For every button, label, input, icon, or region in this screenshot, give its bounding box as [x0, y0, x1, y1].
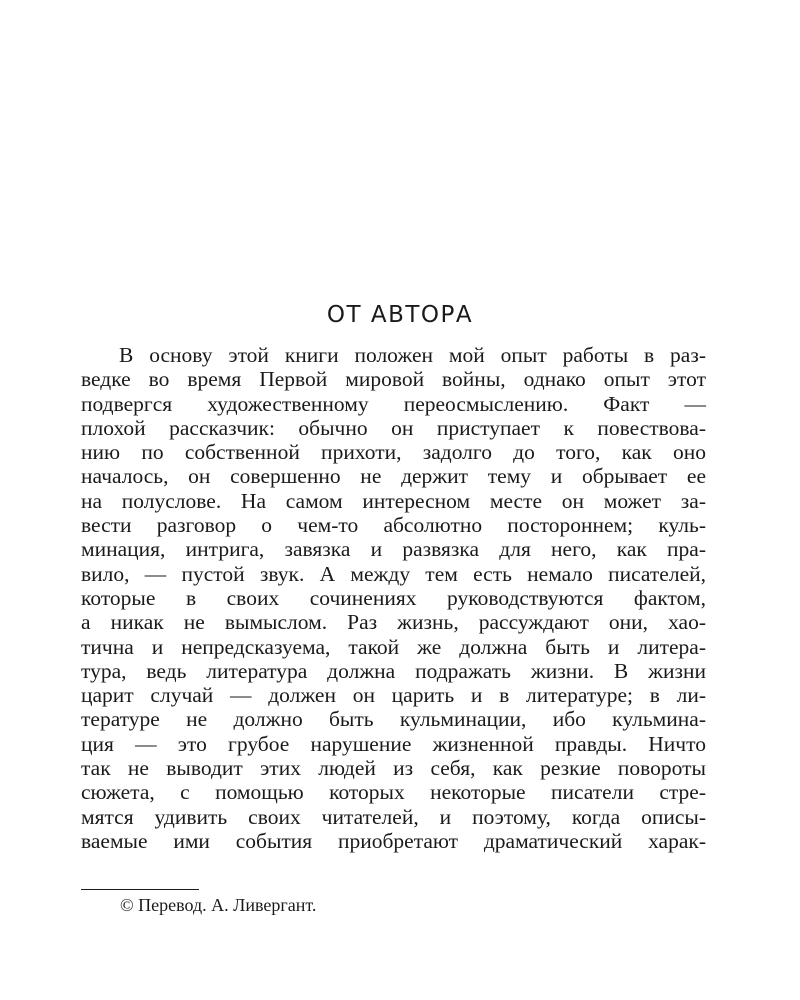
text-line: ция — это грубое нарушение жизненной правды. Ничто [81, 731, 706, 756]
text-line: тична и непредсказуема, такой же должна быть и литера- [81, 634, 706, 659]
text-line: вило, — пустой звук. А между тем есть немало писателей, [81, 561, 706, 586]
footnote-divider [81, 889, 199, 890]
text-line: плохой рассказчик: обычно он приступает к повествова- [81, 415, 706, 440]
text-line: нию по собственной прихоти, задолго до того, как оно [81, 440, 706, 465]
text-line: ведке во время Первой мировой войны, однако опыт этот [81, 367, 706, 392]
text-line: на полуслове. На самом интересном месте он может за- [81, 488, 706, 513]
text-line: так не выводит этих людей из себя, как резкие повороты [81, 756, 706, 781]
text-line: подвергся художественному переосмыслению. Факт — [81, 391, 706, 416]
text-line: началось, он совершенно не держит тему и обрывает ее [81, 464, 706, 489]
text-line: В основу этой книги положен мой опыт работы в раз- [119, 343, 706, 367]
chapter-title: ОТ АВТОРА [326, 302, 474, 328]
text-line: мятся удивить своих читателей, и поэтому, когда описы- [81, 804, 706, 829]
text-line: сюжета, с помощью которых некоторые писатели стре- [81, 780, 706, 805]
text-line: а никак не вымыслом. Раз жизнь, рассуждают они, хао- [81, 610, 706, 635]
text-line: которые в своих сочинениях руководствуются фактом, [81, 585, 706, 610]
text-line: минация, интрига, завязка и развязка для него, как пра- [81, 537, 706, 562]
text-line: тературе не должно быть кульминации, ибо кульмина- [81, 707, 706, 732]
chapter-body [81, 343, 706, 853]
footnote: © Перевод. А. Ливергант. [120, 895, 317, 915]
text-line: тура, ведь литература должна подражать жизни. В жизни [81, 658, 706, 683]
text-line: ваемые ими события приобретают драматический харак- [81, 828, 706, 853]
text-line: вести разговор о чем-то абсолютно постороннем; куль- [81, 513, 706, 538]
text-line: царит случай — должен он царить и в литературе; в ли- [81, 683, 706, 708]
